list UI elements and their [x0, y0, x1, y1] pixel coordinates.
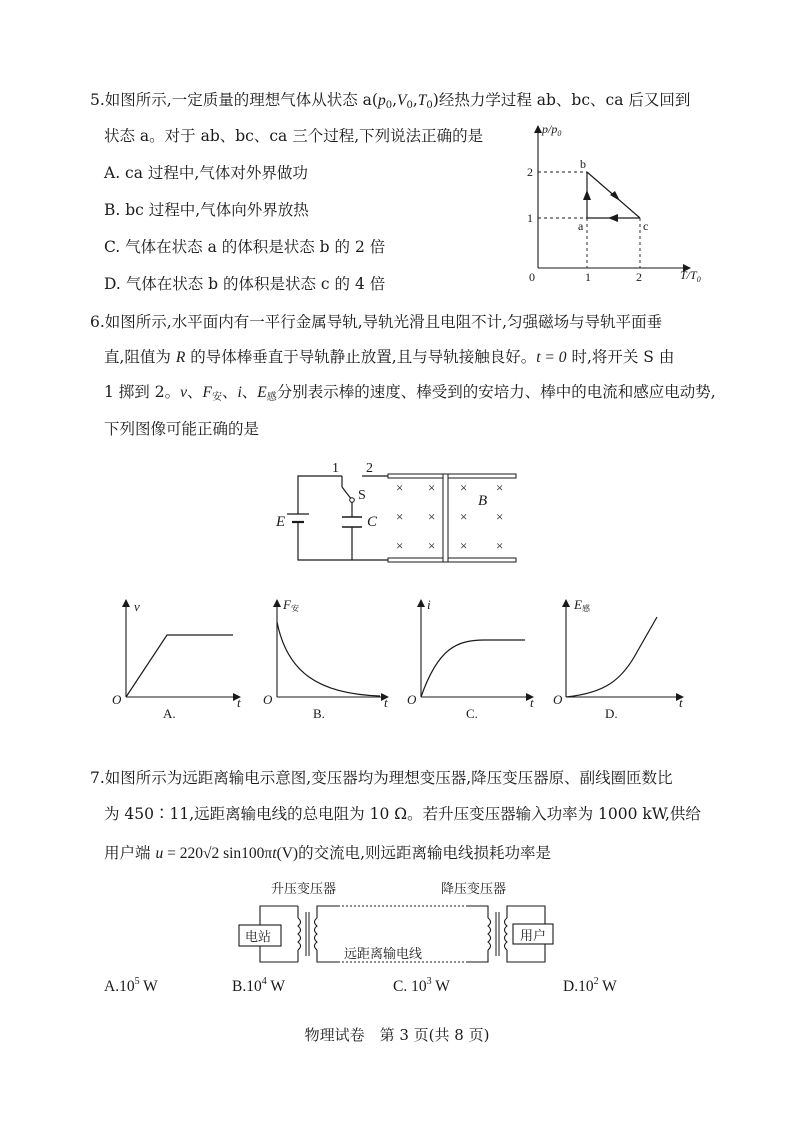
graph-d-caption: D.	[605, 706, 618, 721]
step-up-primary-coil	[298, 918, 301, 950]
pt-y-tick-1: 1	[527, 211, 533, 225]
q7-option-d: $D.10^2$ W	[563, 976, 617, 995]
q7-option-c: C. $10^3$ W	[393, 976, 450, 995]
graph-a-origin: O	[112, 692, 122, 707]
graph-b-origin: O	[263, 692, 273, 707]
step-down-label: 降压变压器	[441, 881, 507, 896]
field-mark: ×	[396, 538, 404, 553]
field-mark: ×	[396, 480, 404, 495]
q5-option-c: C. 气体在状态 a 的体积是状态 b 的 2 倍	[104, 238, 386, 256]
graph-a-caption: A.	[163, 706, 176, 721]
field-mark: ×	[496, 509, 504, 524]
user-label: 用户	[520, 928, 547, 943]
page-footer: 物理试卷 第 3 页(共 8 页)	[304, 1026, 490, 1044]
field-mark: ×	[460, 538, 468, 553]
pt-x-label: $T/T_0$	[680, 268, 701, 284]
field-mark: ×	[460, 509, 468, 524]
q6-stem-line1: 6.如图所示,水平面内有一平行金属导轨,导轨光滑且电阻不计,匀强磁场与导轨平面垂	[90, 313, 663, 331]
station-label: 电站	[245, 929, 272, 944]
graph-c-x-label: t	[530, 695, 534, 710]
switch-label: S	[358, 488, 366, 503]
pt-y-label: $p/p_0$	[542, 122, 562, 138]
q7-option-a: $A.10^5$ W	[104, 976, 158, 995]
capacitor-label: C	[367, 514, 378, 530]
graph-b-y-label: F安	[283, 597, 299, 613]
graph-a-y-label: v	[134, 599, 140, 614]
field-mark: ×	[428, 480, 436, 495]
q5-option-d: D. 气体在状态 b 的体积是状态 c 的 4 倍	[104, 275, 386, 293]
step-down-primary-coil	[488, 918, 491, 950]
graph-d-origin: O	[553, 692, 563, 707]
graph-c-y-label: i	[427, 597, 431, 612]
switch-terminal-2: 2	[366, 461, 373, 476]
switch-terminal-1: 1	[332, 461, 339, 476]
q5-option-b: B. bc 过程中,气体向外界放热	[104, 201, 309, 219]
pt-origin-label: 0	[529, 270, 535, 284]
graph-c-origin: O	[407, 692, 417, 707]
transmission-line-bottom-right	[468, 950, 488, 962]
q7-stem-line2: 为 450∶11,远距离输电线的总电阻为 10 Ω。若升压变压器输入功率为 1000 kW,供给	[104, 805, 701, 823]
q5-stem-line1: 5.如图所示,一定质量的理想气体从状态 $a(p_0,V_0,T_0)$经热力学过程 ab、bc、ca 后又回到	[90, 91, 691, 111]
q7-stem-line1: 7.如图所示为远距离输电示意图,变压器均为理想变压器,降压变压器原、副线圈匝数比	[90, 769, 673, 787]
field-mark: ×	[428, 509, 436, 524]
transmission-line-top-right	[468, 906, 488, 918]
q5-option-a: A. ca 过程中,气体对外界做功	[104, 164, 308, 182]
step-up-label: 升压变压器	[271, 881, 337, 896]
pt-x-tick-1: 1	[585, 270, 591, 284]
field-mark: ×	[496, 480, 504, 495]
q7-stem-line3: 用户端 u = 220√2 sin100πt(V)的交流电,则远距离输电线损耗功率是	[104, 844, 552, 862]
q6-stem-line4: 下列图像可能正确的是	[104, 420, 260, 438]
q6-stem-line3: 1 掷到 2。v、$F_安$、i、$E_感$分别表示棒的速度、棒受到的安培力、棒中的电流和感应电动势,	[104, 383, 716, 403]
field-label: B	[478, 493, 488, 509]
graph-c-caption: C.	[466, 706, 478, 721]
q5-stem-line2: 状态 a。对于 ab、bc、ca 三个过程,下列说法正确的是	[104, 127, 484, 145]
graph-a-x-label: t	[237, 695, 241, 710]
field-mark: ×	[428, 538, 436, 553]
transmission-line-label: 远距离输电线	[344, 946, 423, 961]
q6-stem-line2: 直,阻值为 R 的导体棒垂直于导轨静止放置,且与导轨接触良好。t = 0 时,将开关 S 由	[104, 348, 675, 366]
field-mark: ×	[396, 509, 404, 524]
pt-point-b: b	[580, 157, 586, 171]
pt-x-tick-2: 2	[636, 270, 642, 284]
field-mark: ×	[496, 538, 504, 553]
q7-option-b: $B.10^4$ W	[232, 976, 285, 995]
transmission-line-top-left	[317, 906, 338, 918]
pt-y-tick-2: 2	[527, 165, 533, 179]
pt-point-a: a	[578, 219, 584, 233]
graph-b-x-label: t	[384, 695, 388, 710]
graph-d-y-label: E感	[574, 597, 590, 613]
transmission-line-bottom-left	[317, 950, 338, 962]
graph-b-caption: B.	[313, 706, 325, 721]
field-mark: ×	[460, 480, 468, 495]
step-down-secondary-coil	[505, 918, 508, 950]
step-up-secondary-coil	[315, 918, 318, 950]
pt-point-c: c	[643, 219, 649, 233]
graph-d-x-label: t	[679, 695, 683, 710]
battery-label: E	[276, 514, 286, 530]
